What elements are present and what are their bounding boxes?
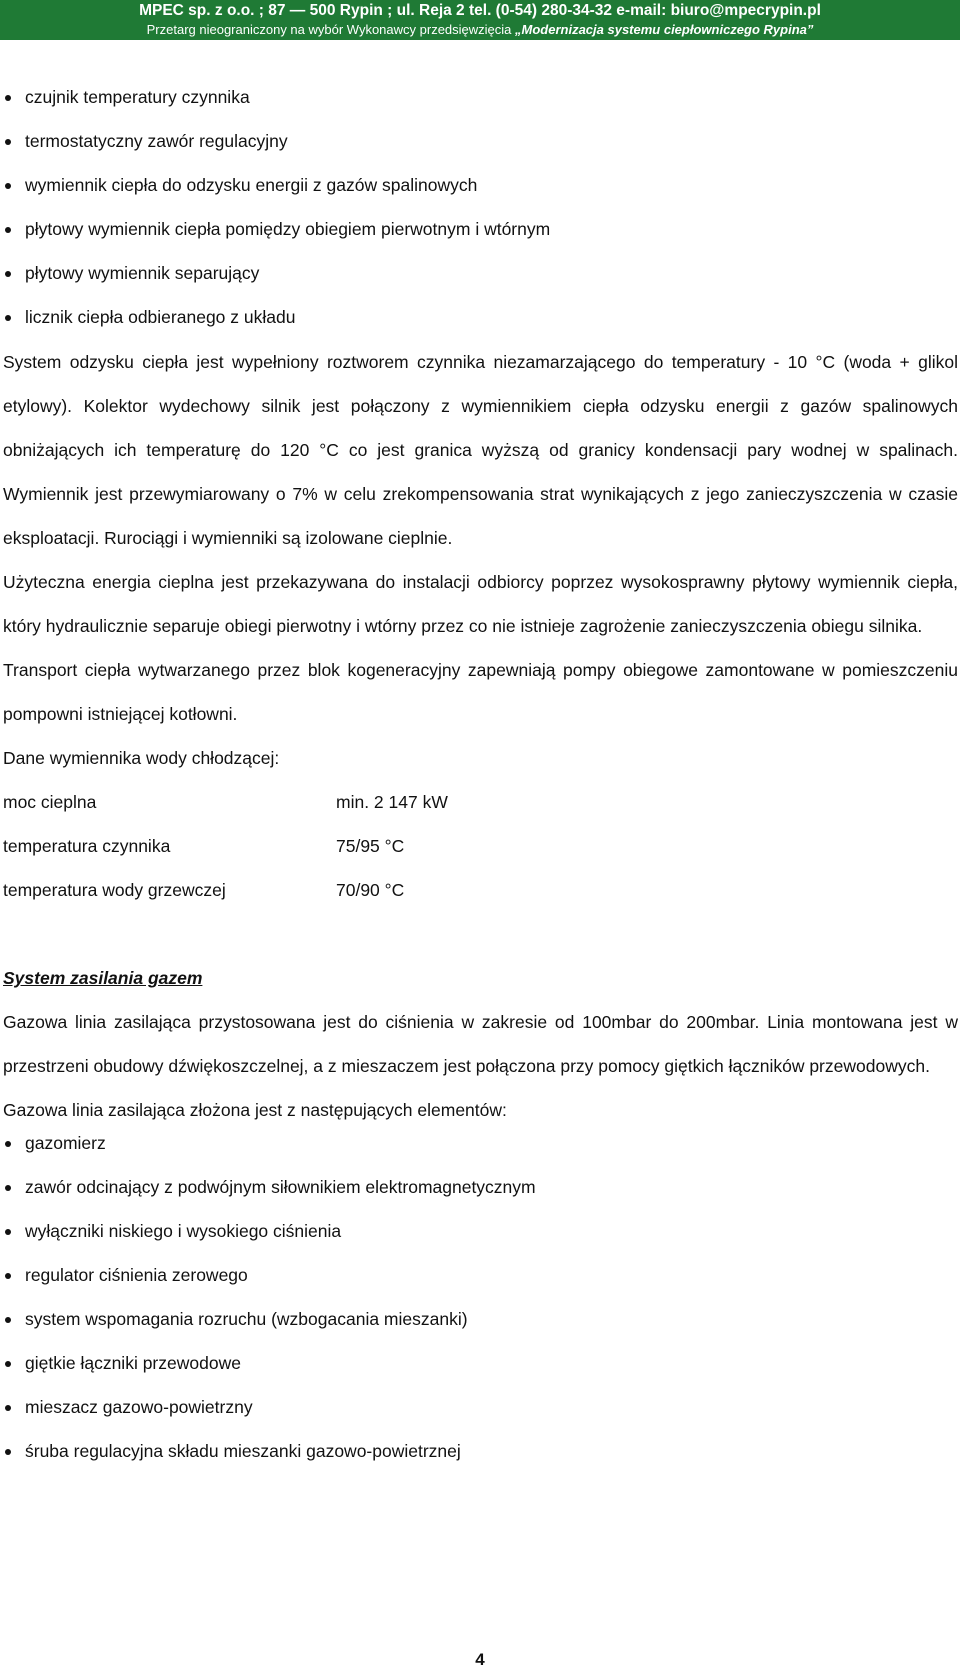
paragraph-heat-transfer: Użyteczna energia cieplna jest przekazywana do instalacji odbiorcy poprzez wysokosprawny płytowy wymiennik ciepła, który hydraulicznie separuje obiegi pierwotny i wtórny przez co nie istnieje zagrożenie zanieczyszczenia obiegu silnika.: [3, 572, 958, 636]
list-item: termostatyczny zawór regulacyjny: [0, 130, 960, 174]
bullet-list-top: [0, 86, 960, 350]
list-item: system wspomagania rozruchu (wzbogacania mieszanki): [0, 1308, 960, 1352]
page-header: [0, 0, 960, 40]
header-tender-prefix: Przetarg nieograniczony na wybór Wykonawcy przedsięwzięcia: [146, 22, 516, 37]
spec-value: min. 2 147 kW: [336, 792, 448, 812]
list-item: regulator ciśnienia zerowego: [0, 1264, 960, 1308]
spec-row: [0, 868, 960, 912]
page-number: 4: [475, 1650, 485, 1669]
header-project-title: „Modernizacja systemu ciepłowniczego Rypina”: [515, 22, 814, 37]
spec-value: 70/90 °C: [336, 880, 405, 900]
bullet-list-bottom: [0, 1132, 960, 1484]
list-item: giętkie łączniki przewodowe: [0, 1352, 960, 1396]
list-item: gazomierz: [0, 1132, 960, 1176]
header-contact-line: MPEC sp. z o.o. ; 87 — 500 Rypin ; ul. Reja 2 tel. (0-54) 280-34-32 e-mail: biuro@mpecrypin.pl: [139, 2, 821, 19]
spec-table: [0, 780, 960, 912]
list-item: płytowy wymiennik ciepła pomiędzy obiegiem pierwotnym i wtórnym: [0, 218, 960, 262]
paragraph-gas-elements: Gazowa linia zasilająca złożona jest z następujących elementów:: [3, 1100, 507, 1120]
document-body: [0, 86, 960, 1484]
spec-label: moc cieplna: [3, 792, 97, 812]
list-item: śruba regulacyjna składu mieszanki gazowo-powietrznej: [0, 1440, 960, 1484]
list-item: czujnik temperatury czynnika: [0, 86, 960, 130]
list-item: zawór odcinający z podwójnym siłownikiem elektromagnetycznym: [0, 1176, 960, 1220]
list-item: płytowy wymiennik separujący: [0, 262, 960, 306]
section-heading: System zasilania gazem: [3, 968, 203, 988]
list-item: wyłączniki niskiego i wysokiego ciśnienia: [0, 1220, 960, 1264]
spec-value: 75/95 °C: [336, 836, 405, 856]
paragraph-heat-recovery: System odzysku ciepła jest wypełniony roztworem czynnika niezamarzającego do temperatury - 10 °C (woda + glikol etylowy). Kolektor wydechowy silnik jest połączony z wymiennikiem ciepła odzysku energii z gazów spalinowych obniżających ich temperaturę do 120 °C co jest granica wyższą od granicy kondensacji pary wodnej w spalinach. Wymiennik jest przewymiarowany o 7% w celu zrekompensowania strat wynikających z jego zanieczyszczenia w czasie eksploatacji. Rurociągi i wymienniki są izolowane cieplnie.: [3, 352, 958, 548]
spec-row: [0, 824, 960, 868]
header-tender-line: [0, 21, 960, 38]
paragraph-exchanger-data: Dane wymiennika wody chłodzącej:: [3, 748, 280, 768]
list-item: wymiennik ciepła do odzysku energii z gazów spalinowych: [0, 174, 960, 218]
spec-row: [0, 780, 960, 824]
list-item: mieszacz gazowo-powietrzny: [0, 1396, 960, 1440]
paragraph-gas-line: Gazowa linia zasilająca przystosowana jest do ciśnienia w zakresie od 100mbar do 200mbar. Linia montowana jest w przestrzeni obudowy dźwiękoszczelnej, a z mieszaczem jest połączona przy pomocy giętkich łączników przewodowych.: [3, 1012, 958, 1076]
spec-label: temperatura czynnika: [3, 836, 171, 856]
list-item: licznik ciepła odbieranego z układu: [0, 306, 960, 350]
paragraph-transport: Transport ciepła wytwarzanego przez blok kogeneracyjny zapewniają pompy obiegowe zamontowane w pomieszczeniu pompowni istniejącej kotłowni.: [3, 660, 958, 724]
spec-label: temperatura wody grzewczej: [3, 880, 226, 900]
